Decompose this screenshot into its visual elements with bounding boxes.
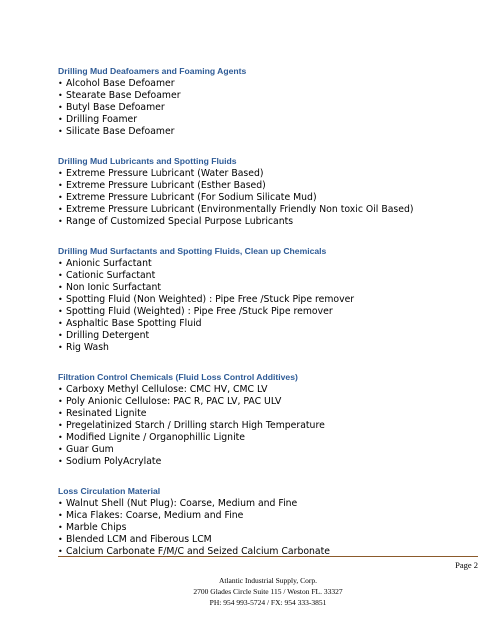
list-item-label: Spotting Fluid (Weighted) : Pipe Free /Stuck Pipe remover [66,306,333,317]
list-item [58,192,478,204]
footer [58,575,478,608]
list-item [58,258,478,270]
bullet-icon: • [58,331,63,340]
list-item-label: Pregelatinized Starch / Drilling starch High Temperature [66,420,325,431]
list-item-label: Calcium Carbonate F/M/C and Seized Calcium Carbonate [66,546,330,557]
bullet-icon: • [58,385,63,394]
list-item [58,330,478,342]
bullet-icon: • [58,457,63,466]
list-item-label: Resinated Lignite [66,408,147,419]
bullet-icon: • [58,499,63,508]
bullet-icon: • [58,127,63,136]
section-surfactants [58,245,478,354]
bullet-icon: • [58,91,63,100]
list-item [58,420,478,432]
list-item-label: Butyl Base Defoamer [66,102,165,113]
bullet-icon: • [58,511,63,520]
section-heading: Drilling Mud Lubricants and Spotting Fluids [58,156,237,166]
list-item-label: Guar Gum [66,444,114,455]
list-item-label: Poly Anionic Cellulose: PAC R, PAC LV, PAC ULV [66,396,282,407]
list-item [58,270,478,282]
bullet-icon: • [58,217,63,226]
bullet-icon: • [58,283,63,292]
list-item-label: Carboxy Methyl Cellulose: CMC HV, CMC LV [66,384,268,395]
bullet-icon: • [58,547,63,556]
section-heading: Drilling Mud Surfactants and Spotting Fluids, Clean up Chemicals [58,246,327,256]
bullet-icon: • [58,409,63,418]
list-item [58,318,478,330]
bullet-icon: • [58,103,63,112]
list-item [58,456,478,468]
page-number: Page 2 [455,560,478,570]
list-item-label: Extreme Pressure Lubricant (Esther Based) [66,180,266,191]
bullet-icon: • [58,271,63,280]
bullet-icon: • [58,193,63,202]
list-item-label: Silicate Base Defoamer [66,126,175,137]
list-item [58,534,478,546]
list-item [58,282,478,294]
list-item [58,432,478,444]
footer-address: 2700 Glades Circle Suite 115 / Weston FL. 33327 [193,587,343,596]
list-item-label: Drilling Detergent [66,330,150,341]
list-item-label: Cationic Surfactant [66,270,156,281]
list-item [58,78,478,90]
list-item [58,294,478,306]
bullet-icon: • [58,433,63,442]
list-item [58,90,478,102]
list-item [58,216,478,228]
bullet-icon: • [58,421,63,430]
bullet-icon: • [58,307,63,316]
list-item-label: Marble Chips [66,522,127,533]
footer-company: Atlantic Industrial Supply, Corp. [218,576,318,585]
list-item [58,306,478,318]
list-item-label: Sodium PolyAcrylate [66,456,162,467]
list-item-label: Extreme Pressure Lubricant (For Sodium Silicate Mud) [66,192,317,203]
list-item-label: Blended LCM and Fiberous LCM [66,534,212,545]
bullet-icon: • [58,181,63,190]
list-item-label: Spotting Fluid (Non Weighted) : Pipe Free /Stuck Pipe remover [66,294,355,305]
list-item [58,396,478,408]
section-heading: Drilling Mud Deafoamers and Foaming Agents [58,66,247,76]
list-item [58,384,478,396]
footer-divider [58,556,478,557]
list-item-label: Modified Lignite / Organophillic Lignite [66,432,246,443]
list-item-label: Stearate Base Defoamer [66,90,181,101]
bullet-icon: • [58,397,63,406]
list-item [58,444,478,456]
bullet-icon: • [58,295,63,304]
bullet-icon: • [58,79,63,88]
list-item [58,126,478,138]
list-item-label: Rig Wash [66,342,109,353]
list-item-label: Anionic Surfactant [66,258,152,269]
list-item [58,204,478,216]
product-list [58,65,478,575]
list-item-label: Alcohol Base Defoamer [66,78,175,89]
list-item-label: Range of Customized Special Purpose Lubricants [66,216,294,227]
list-item-label: Drilling Foamer [66,114,138,125]
section-lubricants [58,155,478,228]
list-item [58,522,478,534]
list-item-label: Non Ionic Surfactant [66,282,162,293]
list-item-label: Mica Flakes: Coarse, Medium and Fine [66,510,244,521]
list-item [58,510,478,522]
bullet-icon: • [58,205,63,214]
list-item-label: Extreme Pressure Lubricant (Environmentally Friendly Non toxic Oil Based) [66,204,414,215]
section-defoamers [58,65,478,138]
list-item [58,408,478,420]
list-item [58,114,478,126]
list-item [58,168,478,180]
section-loss-circulation [58,485,478,558]
list-item-label: Asphaltic Base Spotting Fluid [66,318,202,329]
bullet-icon: • [58,445,63,454]
bullet-icon: • [58,523,63,532]
list-item [58,342,478,354]
bullet-icon: • [58,535,63,544]
list-item [58,102,478,114]
bullet-icon: • [58,343,63,352]
list-item [58,498,478,510]
bullet-icon: • [58,319,63,328]
bullet-icon: • [58,115,63,124]
list-item-label: Walnut Shell (Nut Plug): Coarse, Medium and Fine [66,498,298,509]
section-heading: Filtration Control Chemicals (Fluid Loss Control Additives) [58,372,298,382]
bullet-icon: • [58,169,63,178]
list-item [58,180,478,192]
footer-contact: PH: 954 993-5724 / FX: 954 333-3851 [209,598,327,607]
section-filtration-control [58,371,478,468]
section-heading: Loss Circulation Material [58,486,161,496]
list-item-label: Extreme Pressure Lubricant (Water Based) [66,168,264,179]
bullet-icon: • [58,259,63,268]
